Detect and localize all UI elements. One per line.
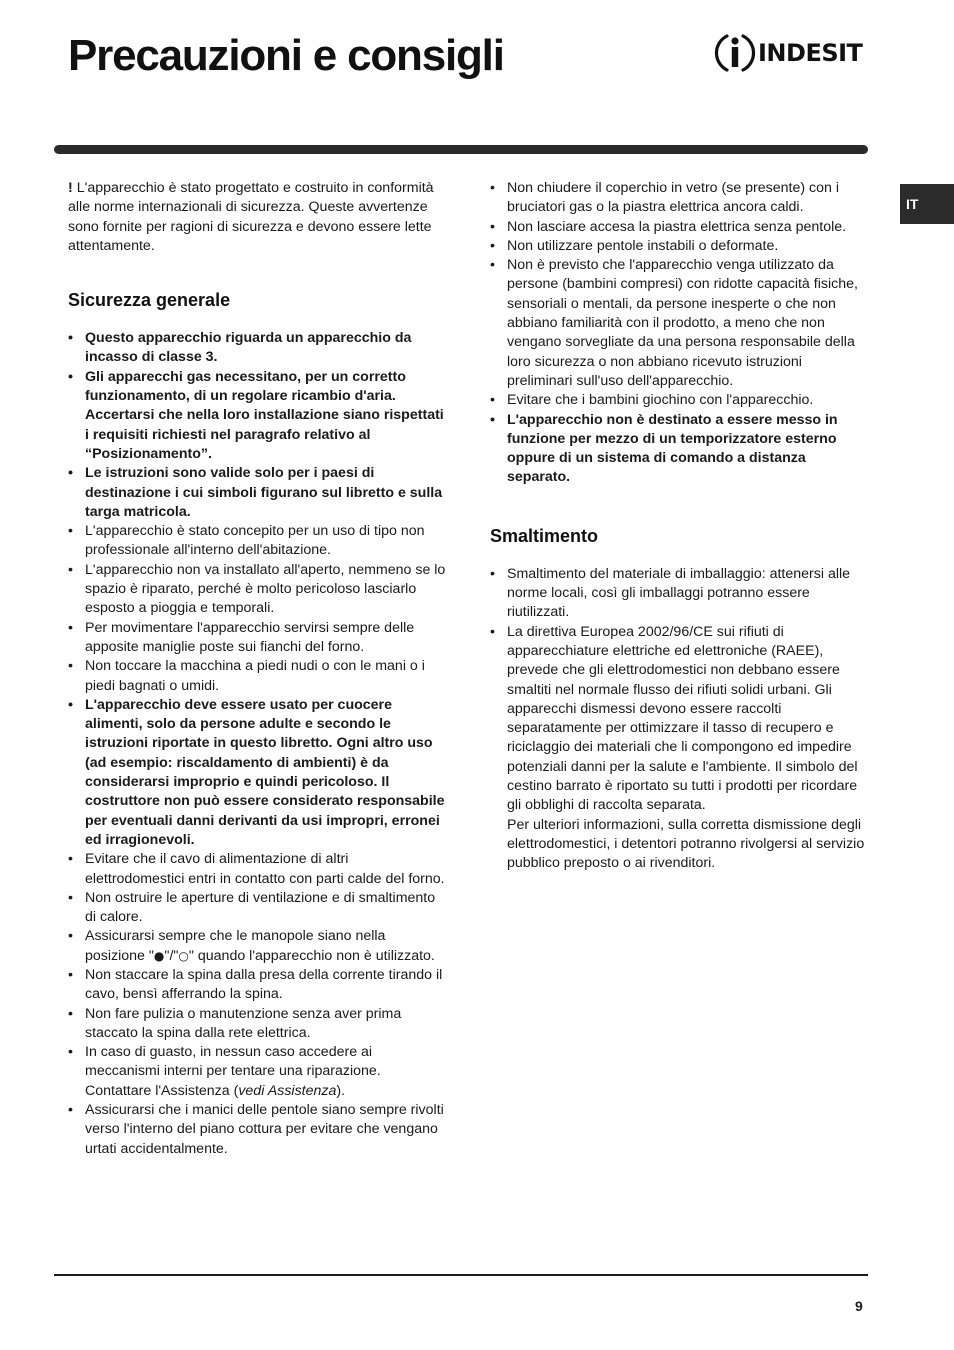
knob-off-filled-icon: ●: [153, 948, 165, 963]
list-item: • Non toccare la macchina a piedi nudi o con le mani o i piedi bagnati o umidi.: [68, 657, 448, 696]
brand-name: INDESIT: [758, 39, 863, 67]
list-item: • L'apparecchio non va installato all'aperto, nemmeno se lo spazio è riparato, perché è molto pericoloso lasciarlo esposto a pioggia e temporali.: [68, 561, 448, 619]
indesit-logo-icon: [714, 30, 756, 76]
footer-rule: [54, 1274, 868, 1276]
right-column: [490, 179, 868, 874]
list-item: • Non utilizzare pentole instabili o deformate.: [490, 237, 868, 256]
list-item: • Non è previsto che l'apparecchio venga utilizzato da persone (bambini compresi) con ridotte capacità fisiche, sensoriali o mentali, da persone inesperte o che non abbiano familiarità con il prodotto, a meno che non vengano sorvegliate da una persona responsabile della loro sicurezza o non abbiano ricevuto istruzioni preliminari sull'uso dell'apparecchio.: [490, 256, 868, 391]
list-item: • Non ostruire le aperture di ventilazione e di smaltimento di calore.: [68, 889, 448, 928]
intro-text: L'apparecchio è stato progettato e costruito in conformità alle norme internazionali di sicurezza. Queste avvertenze sono fornite per ragioni di sicurezza e devono essere lette attentamente.: [68, 180, 434, 254]
precautions-list: [490, 179, 868, 488]
list-item: • Per movimentare l'apparecchio servirsi sempre delle apposite maniglie poste sui fianchi del forno.: [68, 619, 448, 658]
list-item: • Non staccare la spina dalla presa della corrente tirando il cavo, bensì afferrando la spina.: [68, 966, 448, 1005]
list-item-text: Assicurarsi sempre che le manopole siano nella posizione ": [85, 928, 386, 964]
list-item-text: "/": [164, 947, 179, 964]
list-item: • Questo apparecchio riguarda un apparecchio da incasso di classe 3.: [68, 329, 448, 368]
list-item: • Assicurarsi che i manici delle pentole siano sempre rivolti verso l'interno del piano cottura per evitare che vengano urtati accidentalmente.: [68, 1101, 448, 1159]
warning-marker: !: [68, 180, 73, 196]
left-column: [68, 179, 448, 1159]
list-item-extra-text: Per ulteriori informazioni, sulla corretta dismissione degli elettrodomestici, i detentori potranno rivolgersi al servizio pubblico preposto o ai rivenditori.: [507, 816, 865, 872]
list-item: • Le istruzioni sono valide solo per i paesi di destinazione i cui simboli figurano sul libretto e sulla targa matricola.: [68, 464, 448, 522]
sicurezza-list: [68, 329, 448, 1159]
smaltimento-list: [490, 565, 868, 874]
section-heading-smaltimento: Smaltimento: [490, 525, 599, 546]
assistance-reference: vedi Assistenza: [238, 1082, 337, 1099]
brand-logo: [714, 30, 862, 76]
list-item: • L'apparecchio non è destinato a essere messo in funzione per mezzo di un temporizzatore esterno oppure di un sistema di comando a distanza separato.: [490, 411, 868, 488]
page-title: Precauzioni e consigli: [68, 31, 504, 80]
list-item: • L'apparecchio deve essere usato per cuocere alimenti, solo da persone adulte e secondo le istruzioni riportate in questo libretto. Ogni altro uso (ad esempio: riscaldamento di ambienti) è da considerarsi improprio e quindi pericoloso. Il costruttore non può essere considerato responsabile per eventuali danni derivanti da usi impropri, erronei ed irragionevoli.: [68, 696, 448, 850]
list-item-text: ).: [336, 1082, 346, 1099]
list-item-text: " quando l'apparecchio non è utilizzato.: [188, 947, 435, 964]
list-item: • Gli apparecchi gas necessitano, per un corretto funzionamento, di un regolare ricambio d'aria. Accertarsi che nella loro installazione siano rispettati i requisiti richiesti nel paragrafo relativo al “Posizionamento”.: [68, 368, 448, 464]
list-item: • Smaltimento del materiale di imballaggio: attenersi alle norme locali, così gli imballaggi potranno essere riutilizzati.: [490, 565, 868, 623]
list-item: • Non fare pulizia o manutenzione senza aver prima staccato la spina dalla rete elettrica.: [68, 1005, 448, 1044]
language-tab: IT: [900, 184, 954, 224]
intro-paragraph: [68, 179, 448, 256]
list-item: • Non chiudere il coperchio in vetro (se presente) con i bruciatori gas o la piastra elettrica ancora caldi.: [490, 179, 868, 218]
list-item: [68, 1043, 448, 1101]
list-item: • L'apparecchio è stato concepito per un uso di tipo non professionale all'interno dell'abitazione.: [68, 522, 448, 561]
page-number: 9: [855, 1298, 863, 1314]
list-item: [68, 927, 448, 966]
list-item: • Non lasciare accesa la piastra elettrica senza pentole.: [490, 218, 868, 237]
list-item: [490, 623, 868, 874]
list-item: • Evitare che i bambini giochino con l'apparecchio.: [490, 391, 868, 410]
list-item: • Evitare che il cavo di alimentazione di altri elettrodomestici entri in contatto con parti calde del forno.: [68, 850, 448, 889]
knob-off-circle-icon: ○: [178, 948, 189, 963]
section-heading-sicurezza: Sicurezza generale: [68, 290, 231, 311]
list-item-text: La direttiva Europea 2002/96/CE sui rifiuti di apparecchiature elettriche ed elettroniche (RAEE), prevede che gli elettrodomestici non debbano essere smaltiti nel normale flusso dei rifiuti solidi urbani. Gli apparecchi dismessi devono essere raccolti separatamente per ottimizzare il tasso di recupero e riciclaggio dei materiali che li compongono ed impedire potenziali danni per la salute e l'ambiente. Il simbolo del cestino barrato è riportato su tutti i prodotti per ricordare gli obblighi di raccolta separata.: [507, 623, 858, 814]
list-item-text: In caso di guasto, in nessun caso accedere ai meccanismi interni per tentare una riparazione. Contattare l'Assistenza (: [85, 1044, 381, 1099]
header-rule: [54, 145, 868, 154]
